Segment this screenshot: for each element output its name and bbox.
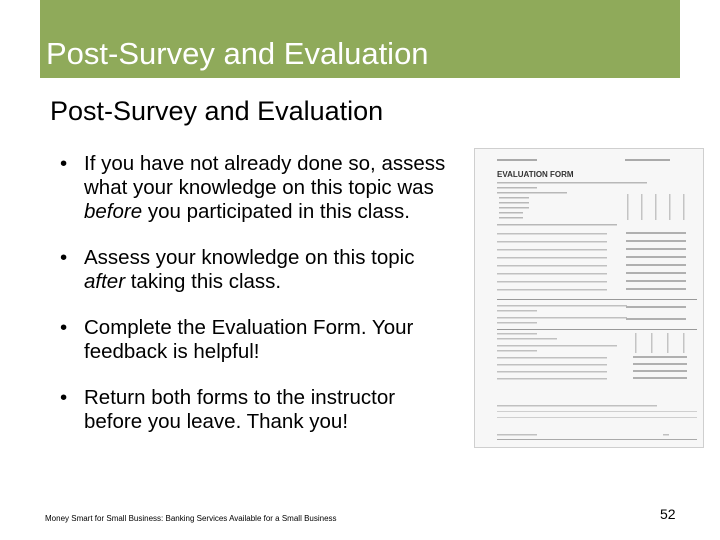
- bullet-dot-icon: •: [60, 386, 68, 409]
- slide-footer: Money Smart for Small Business: Banking Services Available for a Small Business: [45, 514, 337, 523]
- slide-header-title: Post-Survey and Evaluation: [46, 36, 429, 71]
- bullet-item: • Return both forms to the instructor before you leave. Thank you!: [60, 386, 396, 433]
- evaluation-form-thumbnail: [474, 148, 704, 448]
- bullet-dot-icon: •: [60, 152, 68, 175]
- bullet-dot-icon: •: [60, 246, 68, 269]
- bullet-item: • Assess your knowledge on this topic after taking this class.: [60, 246, 415, 293]
- bullet-list: [58, 152, 458, 456]
- evaluation-form-image: [475, 149, 703, 447]
- bullet-item: • If you have not already done so, assess what your knowledge on this topic was before you participated in this class.: [60, 152, 446, 223]
- form-heading: EVALUATION FORM: [497, 170, 574, 179]
- bullet-dot-icon: •: [60, 316, 68, 339]
- bullet-item: • Complete the Evaluation Form. Your feedback is helpful!: [60, 316, 414, 363]
- slide-subtitle: Post-Survey and Evaluation: [50, 96, 384, 126]
- page-number: 52: [660, 506, 676, 522]
